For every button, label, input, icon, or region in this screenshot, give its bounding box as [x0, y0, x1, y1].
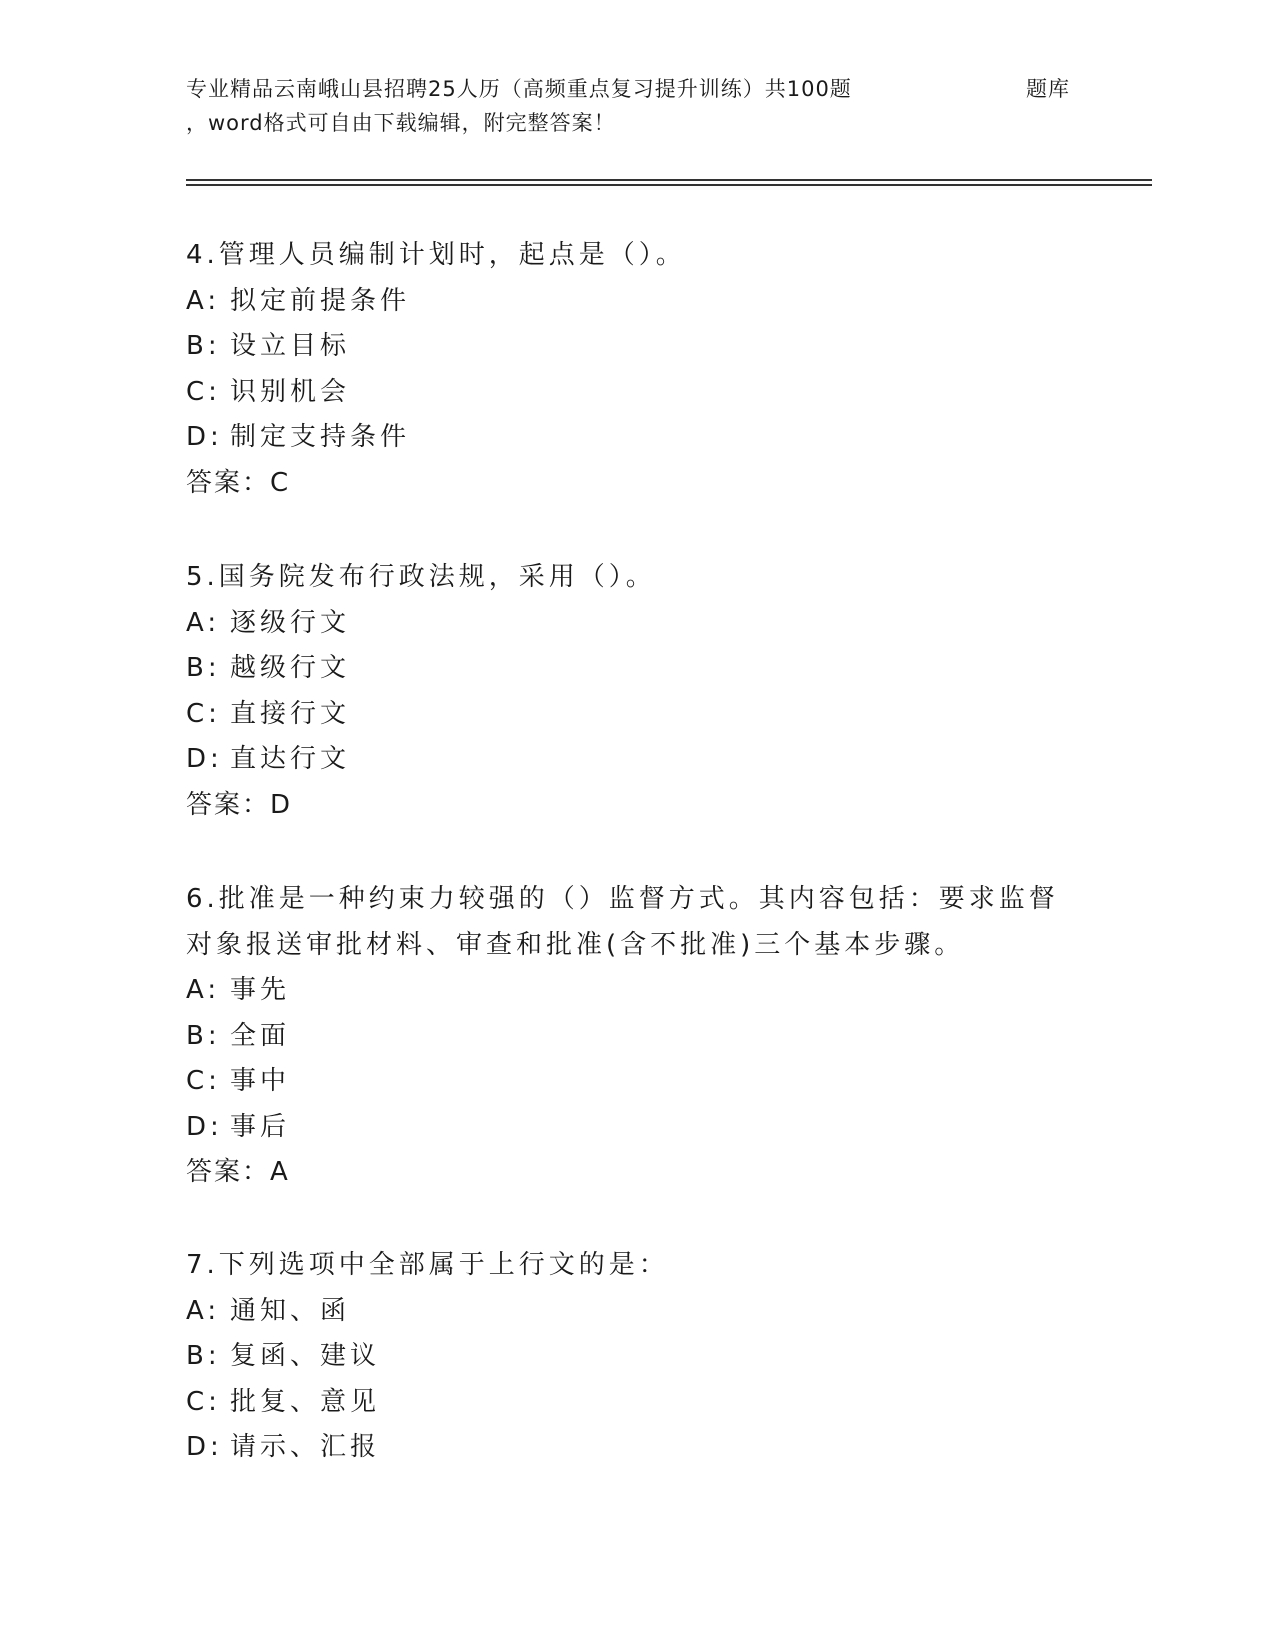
- option-text: 通知、函: [230, 1295, 351, 1326]
- option-letter: D:: [186, 422, 223, 452]
- answer-key: 答案：C: [186, 467, 291, 498]
- option-d: [186, 415, 1086, 461]
- option-letter: D:: [186, 1111, 223, 1142]
- question-4: [186, 233, 1086, 506]
- question-6: [186, 877, 1086, 1196]
- document-subtitle: ，word格式可自由下载编辑，附完整答案！: [186, 111, 616, 135]
- option-a: [186, 601, 1086, 647]
- option-text: 直达行文: [230, 744, 351, 774]
- option-c: [186, 1380, 1086, 1426]
- question-5: [186, 555, 1086, 828]
- option-text: 识别机会: [230, 376, 351, 407]
- option-text: 逐级行文: [230, 607, 351, 638]
- option-letter: B:: [186, 653, 221, 683]
- option-c: [186, 370, 1086, 416]
- question-7: [186, 1243, 1086, 1471]
- option-text: 全面: [230, 1020, 291, 1051]
- option-b: [186, 324, 1086, 370]
- option-letter: C:: [186, 1386, 221, 1417]
- option-text: 批复、意见: [230, 1386, 381, 1417]
- option-letter: D:: [186, 744, 223, 774]
- document-header: [186, 72, 1136, 140]
- header-divider-bottom: [186, 184, 1152, 186]
- option-text: 越级行文: [230, 653, 351, 683]
- option-letter: B:: [186, 1020, 221, 1051]
- option-letter: B:: [186, 331, 221, 361]
- option-a: [186, 279, 1086, 325]
- option-letter: C:: [186, 376, 221, 407]
- header-line-1: [186, 72, 1136, 106]
- option-b: [186, 1334, 1086, 1380]
- option-b: [186, 646, 1086, 692]
- option-letter: C:: [186, 1066, 221, 1096]
- header-divider-top: [186, 179, 1152, 181]
- option-text: 请示、汇报: [230, 1432, 381, 1462]
- option-text: 复函、建议: [230, 1341, 381, 1371]
- option-text: 事先: [230, 975, 291, 1005]
- header-tag: 题库: [1026, 77, 1070, 101]
- header-line-2: [186, 106, 1136, 140]
- answer-key: 答案：D: [186, 789, 293, 820]
- option-text: 制定支持条件: [230, 422, 411, 452]
- question-stem: 6.批准是一种约束力较强的（）监督方式。其内容包括：要求监督对象报送审批材料、审查和批准(含不批准)三个基本步骤。: [186, 884, 1059, 960]
- option-text: 直接行文: [230, 698, 351, 729]
- option-c: [186, 1059, 1086, 1105]
- option-text: 事后: [230, 1111, 291, 1142]
- option-text: 事中: [230, 1066, 291, 1096]
- option-c: [186, 692, 1086, 738]
- option-letter: A:: [186, 975, 221, 1005]
- option-a: [186, 1289, 1086, 1335]
- question-stem: 4.管理人员编制计划时，起点是（）。: [186, 240, 686, 270]
- option-b: [186, 1014, 1086, 1060]
- answer-key: 答案：A: [186, 1157, 290, 1187]
- option-text: 拟定前提条件: [230, 285, 411, 316]
- option-letter: A:: [186, 1295, 221, 1326]
- option-a: [186, 968, 1086, 1014]
- question-stem: 5.国务院发布行政法规，采用（）。: [186, 562, 656, 592]
- option-letter: C:: [186, 698, 221, 729]
- option-d: [186, 1105, 1086, 1151]
- option-letter: B:: [186, 1341, 221, 1371]
- option-text: 设立目标: [230, 331, 351, 361]
- option-d: [186, 737, 1086, 783]
- question-stem: 7.下列选项中全部属于上行文的是：: [186, 1250, 669, 1280]
- option-letter: A:: [186, 285, 221, 316]
- document-title: 专业精品云南峨山县招聘25人历（高频重点复习提升训练）共100题: [186, 77, 852, 101]
- option-letter: D:: [186, 1432, 223, 1462]
- option-d: [186, 1425, 1086, 1471]
- option-letter: A:: [186, 607, 221, 638]
